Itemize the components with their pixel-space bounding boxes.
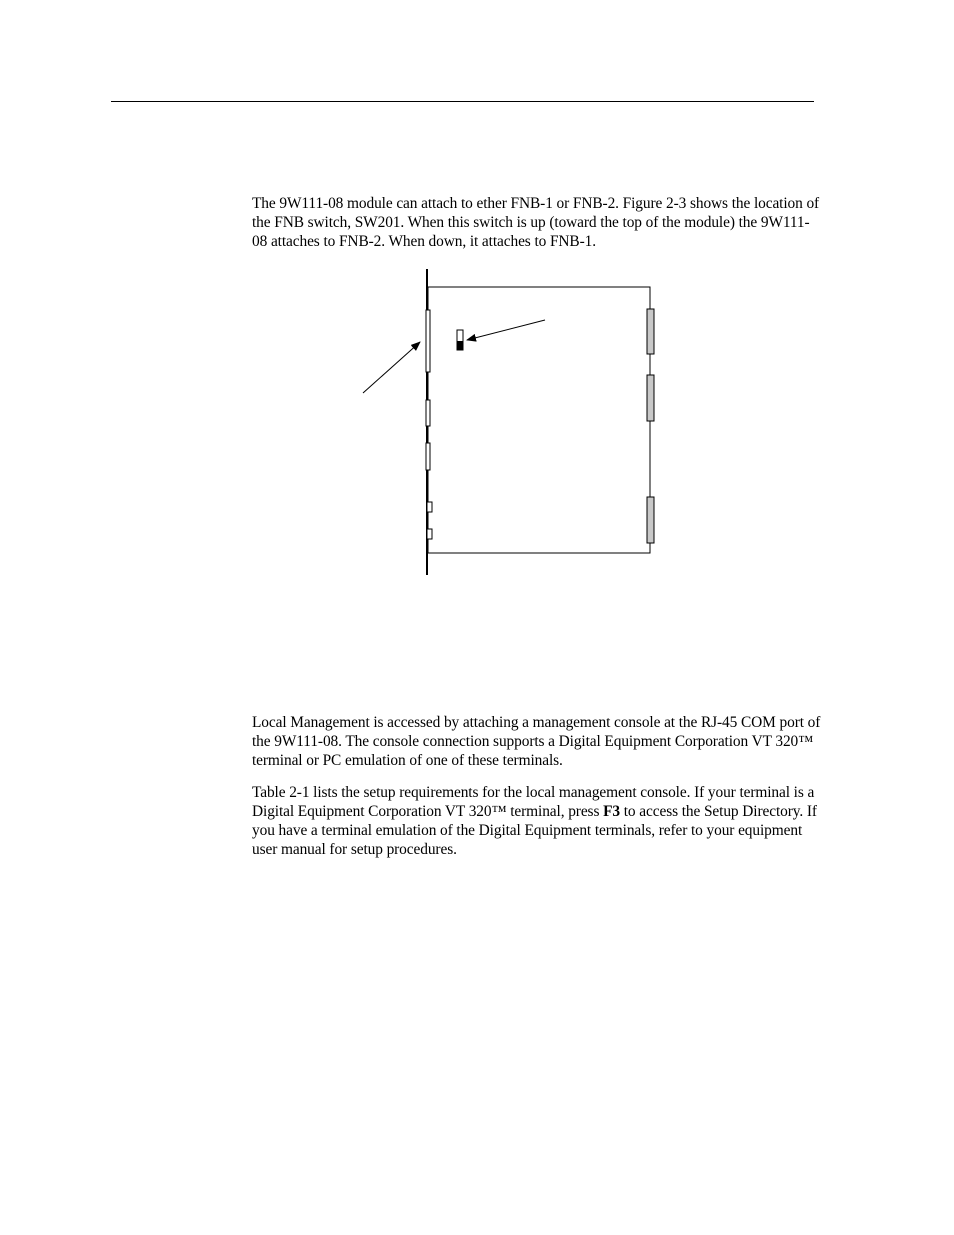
front-panel-component	[426, 443, 430, 470]
fnb-selection-paragraph: The 9W111-08 module can attach to ether FNB-1 or FNB-2. Figure 2-3 shows the location of the FNB switch, SW201. When this switch is up (toward the top of the module) the 9W111-08 attaches to FNB-2. When down, it attaches to FNB-1.	[252, 195, 820, 250]
setup-paragraph	[252, 783, 822, 859]
setup-text-after-key: to access the Setup Directory. If you have a terminal emulation of the Digital Equipment terminals, refer to your equipment user manual for setup procedures.	[252, 803, 817, 858]
module-board-outline	[428, 287, 650, 553]
front-panel-led	[427, 502, 432, 512]
backplane-connector	[647, 375, 654, 421]
fnb-switch-location-figure	[340, 265, 670, 580]
header-rule	[111, 101, 814, 102]
front-panel-component	[426, 310, 430, 372]
backplane-connector	[647, 309, 654, 354]
callout-arrow-switch	[467, 320, 545, 340]
front-panel-component	[426, 400, 430, 426]
setup-text-before-key: Table 2-1 lists the setup requirements for the local management console. If your terminal is a Digital Equipment Corporation VT 320™ terminal, press	[252, 784, 815, 820]
local-management-paragraph: Local Management is accessed by attaching a management console at the RJ-45 COM port of the 9W111-08. The console connection supports a Digital Equipment Corporation VT 320™ terminal or PC emulation of one of these terminals.	[252, 714, 821, 769]
fnb-switch-actuator	[457, 341, 463, 350]
callout-arrow-front-panel	[363, 342, 420, 393]
front-panel-led	[427, 529, 432, 539]
backplane-connector	[647, 497, 654, 543]
f3-key-label: F3	[603, 803, 620, 820]
